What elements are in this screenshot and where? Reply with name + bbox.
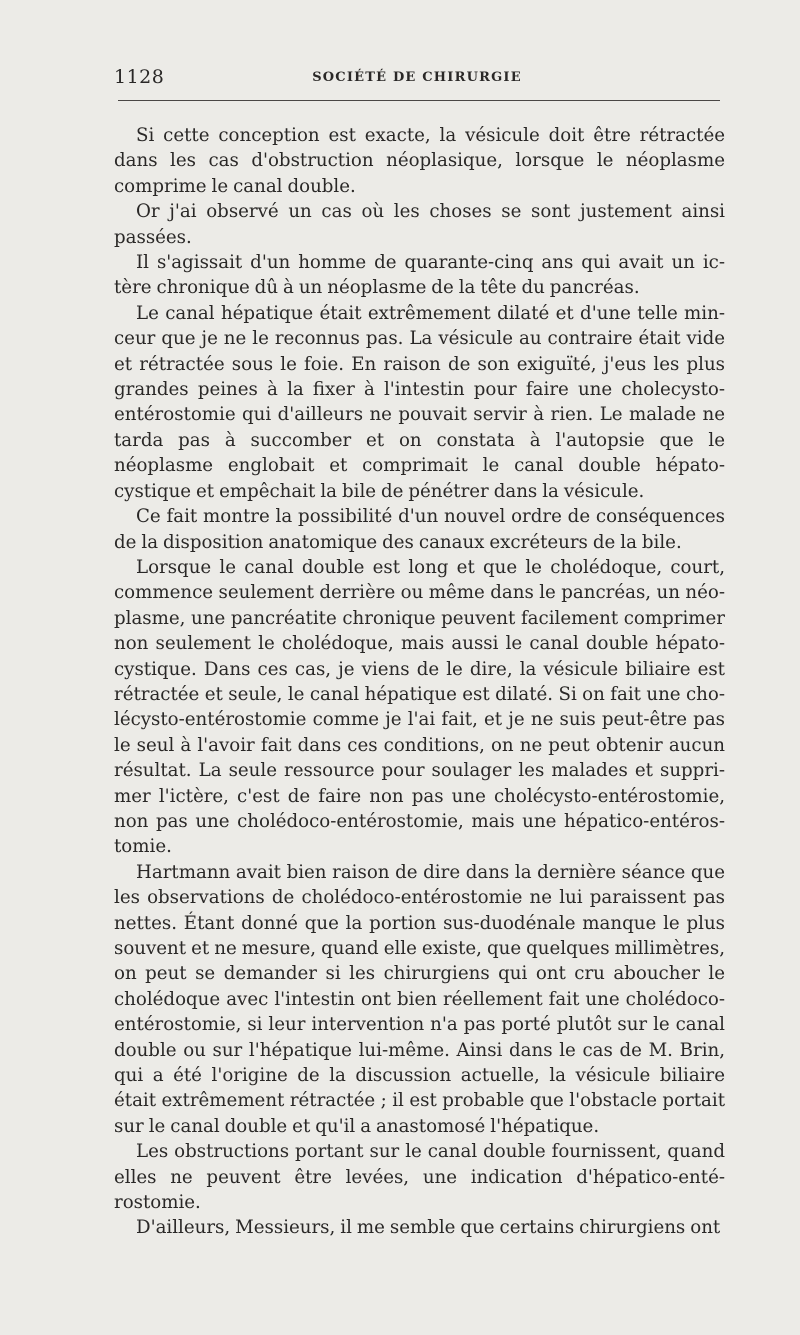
paragraph: D'ailleurs, Messieurs, il me semble que certains chirurgiens ont <box>136 1217 721 1239</box>
header-rule <box>118 100 720 101</box>
page-header <box>114 66 720 90</box>
paragraph: Il s'agissait d'un homme de quarante-cinq ans qui avait un ictère chronique dû à un néoplasme de la tête du pancréas. <box>114 252 725 299</box>
paragraph: Ce fait montre la possibilité d'un nouvel ordre de conséquences de la disposition anatomique des canaux excréteurs de la bile. <box>114 506 725 553</box>
paragraph: Hartmann avait bien raison de dire dans la dernière séance que les observations de cholédoco-entérostomie ne lui paraissent pas nettes. Étant donné que la portion sus-duodénale manque le plus souvent et ne mesure, quand elle existe, que quelques millimètres, on peut se demander si les chirurgiens qui ont cru aboucher le cholédoque avec l'intestin ont bien réellement fait une cholédocoentérostomie, si leur intervention n'a pas porté plutôt sur le canal double ou sur l'hépatique lui-même. Ainsi dans le cas de M. Brin, qui a été l'origine de la discussion actuelle, la vésicule biliaire était extrêmement rétractée ; il est probable que l'obstacle portait sur le canal double et qu'il a anastomosé l'hépatique. <box>114 861 725 1137</box>
paragraph: Or j'ai observé un cas où les choses se sont justement ainsi passées. <box>114 201 725 248</box>
paragraph: Les obstructions portant sur le canal double fournissent, quand elles ne peuvent être levées, une indication d'hépatico-entérostomie. <box>114 1141 725 1214</box>
paragraph: Si cette conception est exacte, la vésicule doit être rétractée dans les cas d'obstruction néoplasique, lorsque le néoplasme comprime le canal double. <box>114 125 725 197</box>
paragraph: Lorsque le canal double est long et que le cholédoque, court, commence seulement derrière ou même dans le pancréas, un néoplasme, une pancréatite chronique peuvent facilement comprimer non seulement le cholédoque, mais aussi le canal double hépatocystique. Dans ces cas, je viens de le dire, la vésicule biliaire est rétractée et seule, le canal hépatique est dilaté. Si on fait une cholécysto-entérostomie comme je l'ai fait, et je ne suis peut-être pas le seul à l'avoir fait dans ces conditions, on ne peut obtenir aucun résultat. La seule ressource pour soulager les malades et supprimer l'ictère, c'est de faire non pas une cholécysto-entérostomie, non pas une cholédoco-entérostomie, mais une hépatico-entérostomie. <box>114 556 725 858</box>
body-text <box>114 123 725 1241</box>
page-number: 1128 <box>114 66 165 88</box>
paragraph: Le canal hépatique était extrêmement dilaté et d'une telle minceur que je ne le reconnus pas. La vésicule au contraire était vide et rétractée sous le foie. En raison de son exiguïté, j'eus les plus grandes peines à la fixer à l'intestin pour faire une cholecystoentérostomie qui d'ailleurs ne pouvait servir à rien. Le malade ne tarda pas à succomber et on constata à l'autopsie que le néoplasme englobait et comprimait le canal double hépato-cystique et empêchait la bile de pénétrer dans la vésicule. <box>114 302 725 502</box>
running-head: SOCIÉTÉ DE CHIRURGIE <box>312 70 522 85</box>
